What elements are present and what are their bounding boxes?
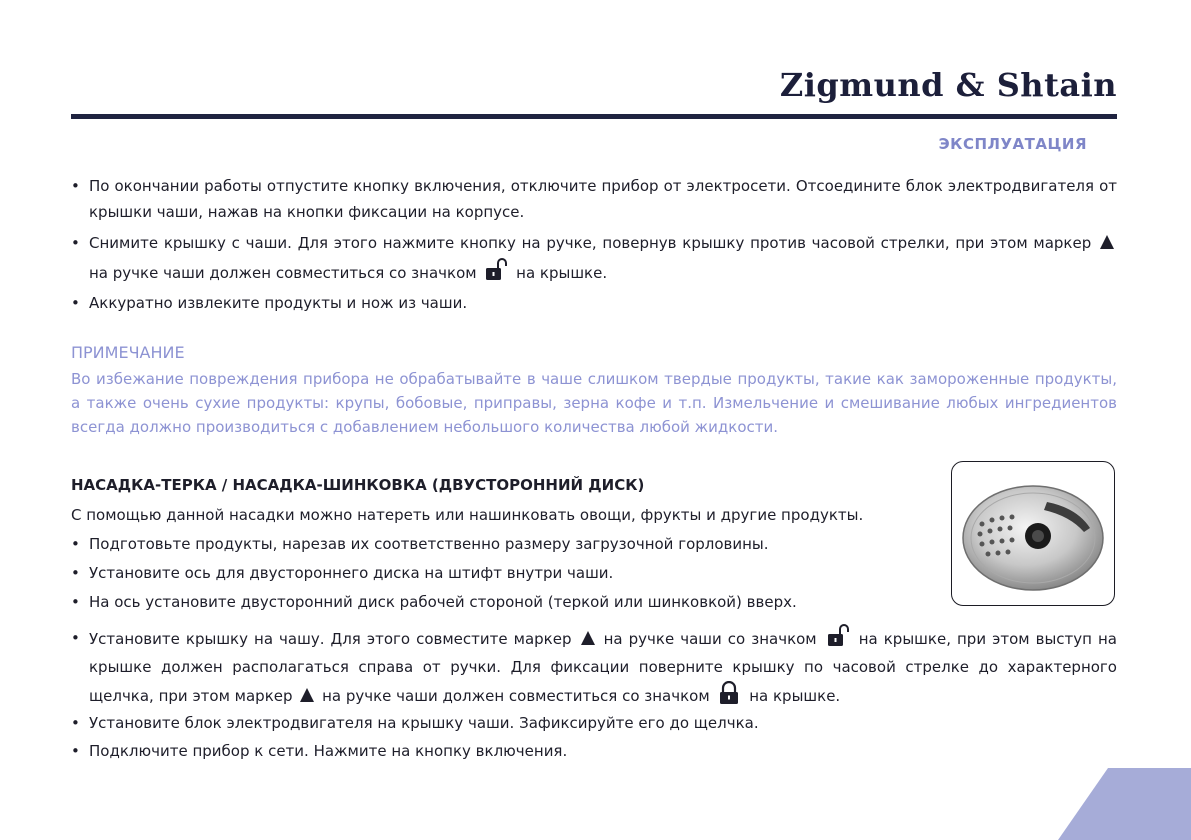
locked-padlock-icon: [718, 681, 740, 705]
note-text: Во избежание повреждения прибора не обрабатывайте в чаше слишком твердые продукты, такие как замороженные продукты, а также очень сухие продукты: крупы, бобовые, приправы, зерна кофе и т.п. Измельчение и смешивание любых ингредиентов всегда должно производиться с добавлением небольшого количества любой жидкости.: [71, 370, 1117, 436]
disc-attachment-photo: [951, 461, 1115, 606]
marker-triangle-icon: [1100, 235, 1114, 249]
list-item: • Установите крышку на чашу. Для этого совместите маркер на ручке чаши со значком на крышке, при этом выступ на крышке должен располагаться справа от ручки. Для фиксации поверните крышку по часовой стрелке до характерного щелчка, при этом маркер на ручке чаши должен совместиться со значком на крышке.: [71, 624, 1117, 710]
list-item: • Установите блок электродвигателя на крышку чаши. Зафиксируйте его до щелчка.: [71, 710, 1117, 736]
unlocked-padlock-icon: [485, 258, 507, 282]
list-item: • Аккуратно извлеките продукты и нож из чаши.: [71, 290, 1117, 316]
header-divider: [71, 114, 1117, 119]
brand-logo: Zigmund & Shtain: [779, 66, 1117, 104]
attachment-title: НАСАДКА-ТЕРКА / НАСАДКА-ШИНКОВКА (ДВУСТОРОННИЙ ДИСК): [71, 476, 645, 494]
attachment-intro-block: [71, 502, 941, 615]
list-item: • Установите ось для двустороннего диска на штифт внутри чаши.: [71, 560, 941, 586]
marker-triangle-icon: [581, 631, 595, 645]
attachment-intro: С помощью данной насадки можно натереть или нашинковать овощи, фрукты и другие продукты.: [71, 506, 864, 524]
list-item: • По окончании работы отпустите кнопку включения, отключите прибор от электросети. Отсоедините блок электродвигателя от крышки чаши, нажав на кнопки фиксации на корпусе.: [71, 173, 1117, 225]
attachment-steps: [71, 624, 1117, 764]
instructions-top: [71, 173, 1117, 316]
note-title: ПРИМЕЧАНИЕ: [71, 343, 185, 362]
unlocked-padlock-icon: [827, 624, 849, 648]
page-corner-decoration: [1058, 768, 1191, 840]
list-item: • Подготовьте продукты, нарезав их соответственно размеру загрузочной горловины.: [71, 531, 941, 557]
list-item: • Подключите прибор к сети. Нажмите на кнопку включения.: [71, 738, 1117, 764]
list-item: • Снимите крышку с чаши. Для этого нажмите кнопку на ручке, повернув крышку против часовой стрелки, при этом маркер на ручке чаши должен совместиться со значком на крышке.: [71, 228, 1117, 288]
list-item: • На ось установите двусторонний диск рабочей стороной (теркой или шинковкой) вверх.: [71, 589, 941, 615]
marker-triangle-icon: [300, 688, 314, 702]
section-title: ЭКСПЛУАТАЦИЯ: [938, 135, 1087, 153]
